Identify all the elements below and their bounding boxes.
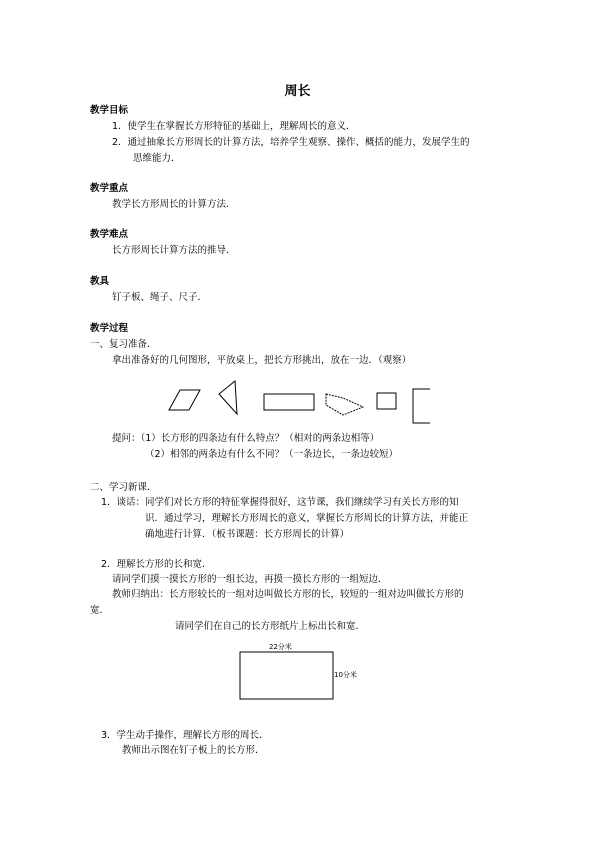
rectangle-shape <box>264 394 314 410</box>
key-point-text: 教学长方形周长的计算方法． <box>112 199 236 210</box>
key-point-heading: 教学重点 <box>90 183 129 194</box>
step2-line3: 宽． <box>90 605 110 616</box>
step1-line2: 识．通过学习，理解长方形周长的意义，掌握长方形周长的计算方法，并能正 <box>145 513 469 524</box>
part2-heading: 二、学习新课． <box>90 482 157 493</box>
process-heading: 教学过程 <box>90 323 129 334</box>
question-1: 提问：（1）长方形的四条边有什么特点？（相对的两条边相等） <box>112 433 380 444</box>
objective-1: 1．使学生在掌握长方形特征的基础上，理解周长的意义． <box>112 121 356 132</box>
length-label: 22分米 <box>269 643 292 651</box>
step3-line1: 教师出示图在钉子板上的长方形． <box>122 745 265 756</box>
question-2: （2）相邻的两条边有什么不同？（一条边长，一条边较短） <box>145 449 399 460</box>
objectives-heading: 教学目标 <box>90 105 129 116</box>
part1-intro: 拿出准备好的几何图形，平放桌上，把长方形挑出，放在一边．（观察） <box>112 355 412 366</box>
step2-line4: 请同学们在自己的长方形纸片上标出长和宽． <box>175 621 366 632</box>
step1-line1: 1．谈话：同学们对长方形的特征掌握得很好，这节课，我们继续学习有关长方形的知 <box>101 497 459 508</box>
page-title: 周长 <box>284 84 311 99</box>
step2-heading: 2．理解长方形的长和宽． <box>101 559 212 570</box>
step2-line1: 请同学们摸一摸长方形的一组长边，再摸一摸长方形的一组短边． <box>112 574 388 585</box>
width-label: 10分米 <box>334 671 357 679</box>
dimension-rectangle <box>240 652 333 699</box>
pentagon-shape <box>326 394 363 415</box>
part1-heading: 一、复习准备． <box>90 339 157 350</box>
step2-line2: 教师归纳出：长方形较长的一组对边叫做长方形的长，较短的一组对边叫做长方形的 <box>112 589 464 600</box>
tools-text: 钉子板、绳子、尺子． <box>112 292 208 303</box>
triangle-shape <box>219 381 237 414</box>
objective-2: 2．通过抽象长方形周长的计算方法，培养学生观察、操作、概括的能力，发展学生的 <box>112 137 470 148</box>
difficulty-text: 长方形周长计算方法的推导． <box>112 245 236 256</box>
step3-heading: 3．学生动手操作，理解长方形的周长． <box>101 730 269 741</box>
tools-heading: 教具 <box>90 276 110 287</box>
step1-line3: 确地进行计算．（板书课题：长方形周长的计算） <box>145 529 350 540</box>
square-shape <box>377 393 396 409</box>
difficulty-heading: 教学难点 <box>90 229 129 240</box>
bracket-shape <box>413 389 430 423</box>
parallelogram-shape <box>169 390 200 410</box>
objective-2-cont: 思维能力． <box>133 153 181 164</box>
